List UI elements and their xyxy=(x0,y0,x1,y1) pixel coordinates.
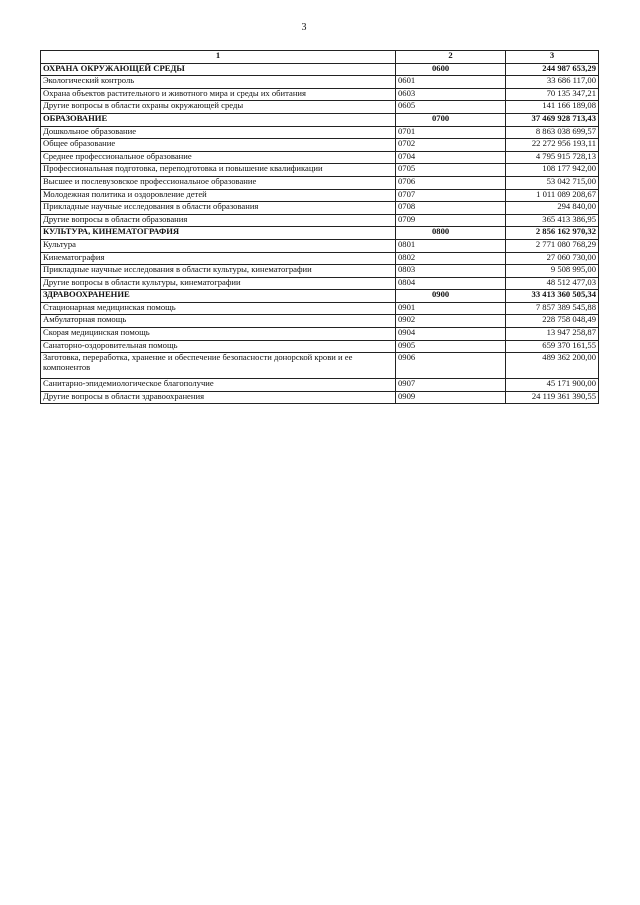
row-amount: 48 512 477,03 xyxy=(506,277,599,290)
row-code: 0700 xyxy=(396,113,506,126)
row-amount: 24 119 361 390,55 xyxy=(506,391,599,404)
row-name: Дошкольное образование xyxy=(41,126,396,139)
row-code: 0902 xyxy=(396,315,506,328)
table-row xyxy=(41,265,599,278)
column-header-amount: 3 xyxy=(506,51,599,64)
row-code: 0605 xyxy=(396,101,506,114)
row-code: 0801 xyxy=(396,239,506,252)
row-amount: 108 177 942,00 xyxy=(506,164,599,177)
row-amount: 8 863 038 699,57 xyxy=(506,126,599,139)
row-code: 0601 xyxy=(396,76,506,89)
table-row xyxy=(41,176,599,189)
table-row xyxy=(41,315,599,328)
row-name: Культура xyxy=(41,239,396,252)
row-amount: 37 469 928 713,43 xyxy=(506,113,599,126)
row-code: 0701 xyxy=(396,126,506,139)
row-name: КУЛЬТУРА, КИНЕМАТОГРАФИЯ xyxy=(41,227,396,240)
row-code: 0904 xyxy=(396,328,506,341)
section-row xyxy=(41,113,599,126)
row-name: Амбулаторная помощь xyxy=(41,315,396,328)
table-row xyxy=(41,76,599,89)
row-code: 0909 xyxy=(396,391,506,404)
row-code: 0906 xyxy=(396,353,506,379)
row-name: Заготовка, переработка, хранение и обеспечение безопасности донорской крови и ее компонентов xyxy=(41,353,396,379)
table-row xyxy=(41,214,599,227)
table-row xyxy=(41,239,599,252)
table-row xyxy=(41,302,599,315)
row-code: 0901 xyxy=(396,302,506,315)
row-amount: 27 060 730,00 xyxy=(506,252,599,265)
row-code: 0708 xyxy=(396,202,506,215)
row-name: Прикладные научные исследования в области образования xyxy=(41,202,396,215)
row-name: ЗДРАВООХРАНЕНИЕ xyxy=(41,290,396,303)
row-amount: 1 011 089 208,67 xyxy=(506,189,599,202)
section-row xyxy=(41,63,599,76)
row-code: 0905 xyxy=(396,340,506,353)
row-code: 0907 xyxy=(396,379,506,392)
page-number: 3 xyxy=(301,22,307,33)
row-code: 0803 xyxy=(396,265,506,278)
column-header-name: 1 xyxy=(41,51,396,64)
row-amount: 659 370 161,55 xyxy=(506,340,599,353)
table-row xyxy=(41,88,599,101)
section-row xyxy=(41,290,599,303)
row-name: Санаторно-оздоровительная помощь xyxy=(41,340,396,353)
row-code: 0704 xyxy=(396,151,506,164)
row-amount: 22 272 956 193,11 xyxy=(506,139,599,152)
table-row xyxy=(41,189,599,202)
row-name: Среднее профессиональное образование xyxy=(41,151,396,164)
row-name: Стационарная медицинская помощь xyxy=(41,302,396,315)
section-row xyxy=(41,227,599,240)
row-name: Молодежная политика и оздоровление детей xyxy=(41,189,396,202)
column-header-code: 2 xyxy=(396,51,506,64)
row-amount: 4 795 915 728,13 xyxy=(506,151,599,164)
table-row xyxy=(41,252,599,265)
row-code: 0800 xyxy=(396,227,506,240)
row-amount: 294 840,00 xyxy=(506,202,599,215)
row-code: 0804 xyxy=(396,277,506,290)
table-header-row xyxy=(41,51,599,64)
row-code: 0705 xyxy=(396,164,506,177)
row-name: Охрана объектов растительного и животного мира и среды их обитания xyxy=(41,88,396,101)
row-name: Другие вопросы в области культуры, кинематографии xyxy=(41,277,396,290)
table-row xyxy=(41,126,599,139)
row-name: Кинематография xyxy=(41,252,396,265)
row-amount: 7 857 389 545,88 xyxy=(506,302,599,315)
table-row xyxy=(41,277,599,290)
row-amount: 141 166 189,08 xyxy=(506,101,599,114)
row-code: 0603 xyxy=(396,88,506,101)
row-amount: 53 042 715,00 xyxy=(506,176,599,189)
table-row xyxy=(41,164,599,177)
row-code: 0709 xyxy=(396,214,506,227)
row-name: Прикладные научные исследования в области культуры, кинематографии xyxy=(41,265,396,278)
row-amount: 2 856 162 970,32 xyxy=(506,227,599,240)
row-code: 0900 xyxy=(396,290,506,303)
row-amount: 9 508 995,00 xyxy=(506,265,599,278)
row-code: 0706 xyxy=(396,176,506,189)
row-code: 0600 xyxy=(396,63,506,76)
row-amount: 244 987 653,29 xyxy=(506,63,599,76)
budget-table xyxy=(40,50,599,404)
row-name: Экологический контроль xyxy=(41,76,396,89)
row-amount: 45 171 900,00 xyxy=(506,379,599,392)
table-row xyxy=(41,340,599,353)
row-name: Санитарно-эпидемиологическое благополучие xyxy=(41,379,396,392)
row-code: 0702 xyxy=(396,139,506,152)
table-row xyxy=(41,328,599,341)
row-name: Общее образование xyxy=(41,139,396,152)
row-name: Скорая медицинская помощь xyxy=(41,328,396,341)
row-name: Высшее и послевузовское профессиональное образование xyxy=(41,176,396,189)
table-row xyxy=(41,151,599,164)
row-name: ОБРАЗОВАНИЕ xyxy=(41,113,396,126)
table-row xyxy=(41,139,599,152)
row-name: Другие вопросы в области охраны окружающей среды xyxy=(41,101,396,114)
row-amount: 70 135 347,21 xyxy=(506,88,599,101)
row-code: 0802 xyxy=(396,252,506,265)
row-name: Другие вопросы в области здравоохранения xyxy=(41,391,396,404)
row-name: Другие вопросы в области образования xyxy=(41,214,396,227)
table-row xyxy=(41,101,599,114)
row-amount: 33 686 117,00 xyxy=(506,76,599,89)
row-code: 0707 xyxy=(396,189,506,202)
row-amount: 228 758 048,49 xyxy=(506,315,599,328)
table-row xyxy=(41,353,599,379)
budget-table-body xyxy=(41,51,599,404)
row-amount: 2 771 080 768,29 xyxy=(506,239,599,252)
table-row xyxy=(41,202,599,215)
row-amount: 365 413 386,95 xyxy=(506,214,599,227)
row-amount: 33 413 360 505,34 xyxy=(506,290,599,303)
table-row xyxy=(41,379,599,392)
row-amount: 13 947 258,87 xyxy=(506,328,599,341)
table-row xyxy=(41,391,599,404)
row-name: ОХРАНА ОКРУЖАЮЩЕЙ СРЕДЫ xyxy=(41,63,396,76)
row-amount: 489 362 200,00 xyxy=(506,353,599,379)
row-name: Профессиональная подготовка, переподготовка и повышение квалификации xyxy=(41,164,396,177)
